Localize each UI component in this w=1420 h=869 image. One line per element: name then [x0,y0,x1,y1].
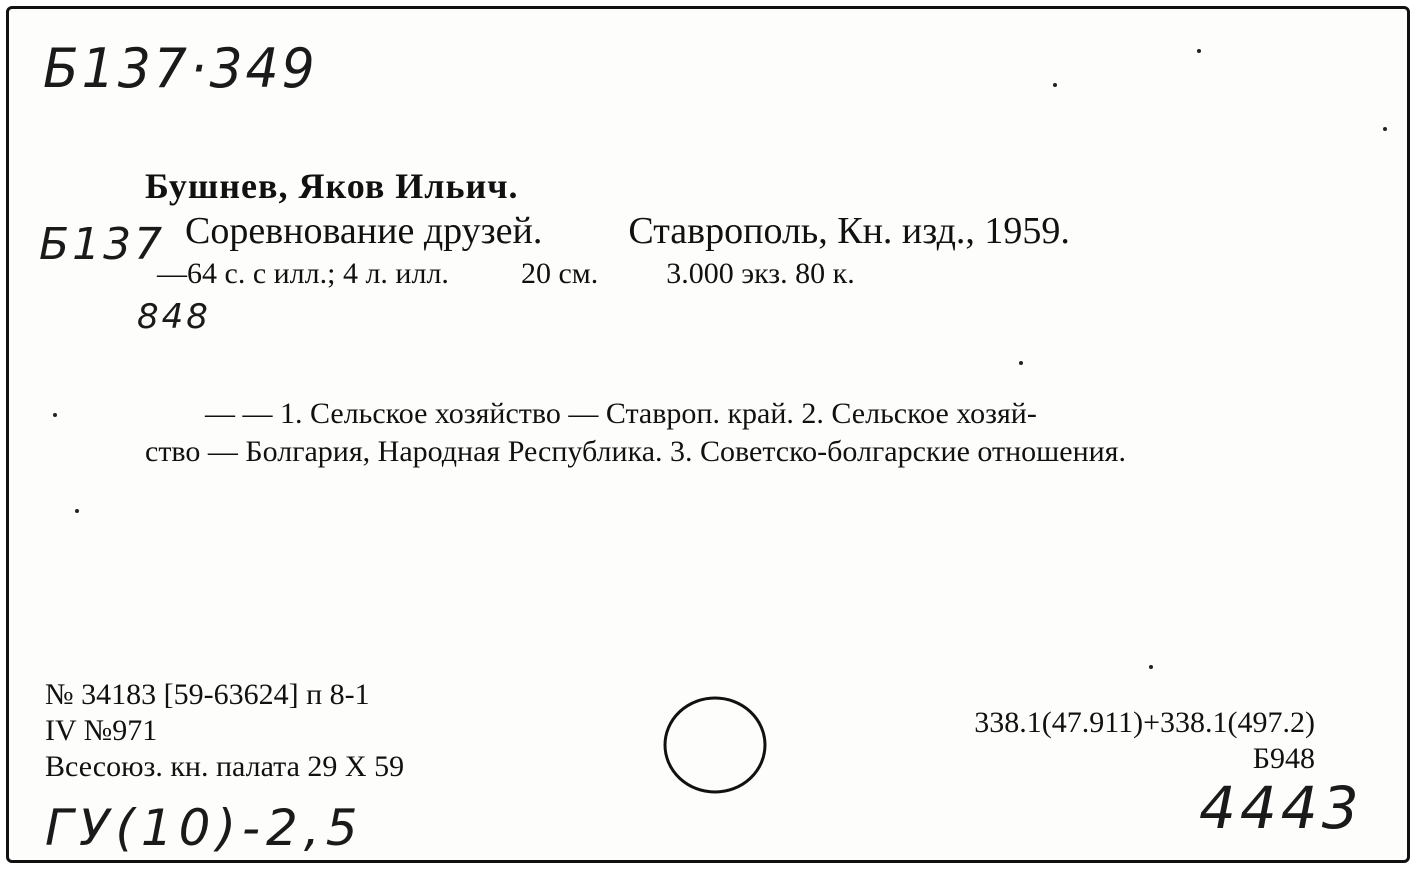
ink-speck [1383,127,1387,131]
subject-line-first: — — 1. Сельское хозяйство — Ставроп. край. 2. Сельское хозяй- [205,397,1037,430]
catalog-numbers [45,677,404,785]
subject-line-rest: ство — Болгария, Народная Республика. 3. Советско-болгарские отношения. [145,435,1126,468]
imprint: Ставрополь, Кн. изд., 1959. [628,210,1070,252]
print-run-price: 3.000 экз. 80 к. [666,257,855,290]
catalog-line-3: Всесоюз. кн. палата 29 X 59 [45,750,405,783]
handwritten-margin-mark: Б137 [39,219,166,270]
ink-speck [1019,361,1023,365]
ink-speck [53,413,57,417]
classification-line-2: Б948 [1252,742,1315,775]
book-title: Соревнование друзей. [185,210,543,252]
pagination: —64 с. с илл.; 4 л. илл. [157,257,449,290]
ink-speck [75,509,79,513]
subject-headings [145,395,1295,471]
dimensions: 20 см. [520,257,599,290]
handwritten-number: 848 [137,297,211,337]
handwritten-bottom-left: ГУ(10)-2,5 [45,799,364,857]
ink-speck [1149,665,1153,669]
author-heading: Бушнев, Яков Ильич. [145,166,519,206]
title-imprint-line [185,209,1070,253]
ink-speck [1197,49,1201,53]
catalog-line-1: № 34183 [59-63624] п 8-1 [45,678,370,711]
catalog-card [6,6,1410,863]
catalog-line-2: IV №971 [45,714,158,747]
physical-description [157,257,855,291]
punch-hole-circle [659,693,769,803]
handwritten-shelfmark: Б137·349 [43,37,318,101]
ink-speck [1053,83,1057,87]
classification-line-1: 338.1(47.911)+338.1(497.2) [974,706,1315,739]
handwritten-bottom-right: 4443 [1199,774,1363,842]
classification-index [865,705,1315,777]
